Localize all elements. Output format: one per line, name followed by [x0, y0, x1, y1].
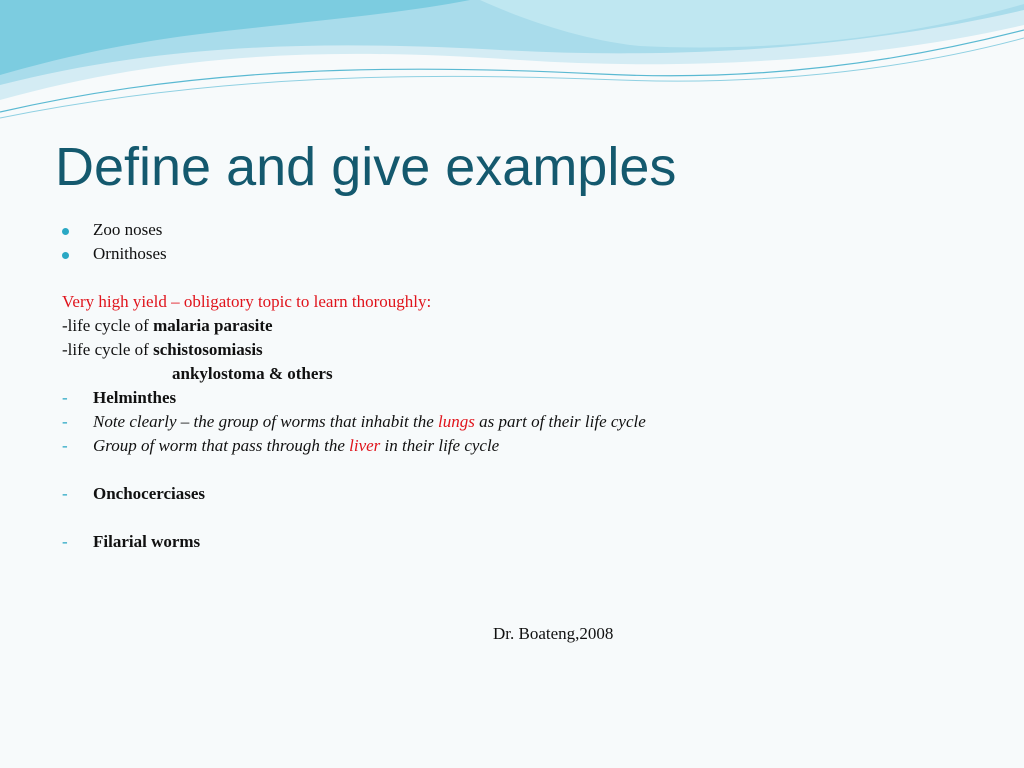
- bullet-item: [62, 242, 962, 266]
- dash-item: [62, 410, 962, 434]
- dash-bullet: -: [62, 412, 68, 431]
- onchocerciases-text: Onchocerciases: [93, 484, 206, 503]
- dash-item: [62, 482, 962, 506]
- bullet-item: [62, 218, 962, 242]
- note-lungs: Note clearly – the group of worms that inhabit the lungs as part of their life cycle: [93, 412, 646, 431]
- slide-title: Define and give examples: [55, 137, 677, 197]
- life-cycle-topic: ankylostoma & others: [172, 364, 333, 383]
- life-cycle-prefix: -life cycle of: [62, 340, 154, 359]
- liver-highlight: liver: [349, 436, 381, 455]
- slide-footer: Dr. Boateng,2008: [493, 624, 614, 643]
- life-cycle-prefix: -life cycle of: [62, 316, 154, 335]
- bullet-dot-icon: [62, 228, 69, 235]
- dash-item: [62, 530, 962, 554]
- life-cycle-topic: schistosomiasis: [153, 340, 263, 359]
- dash-item: [62, 434, 962, 458]
- life-cycle-line: [62, 338, 962, 362]
- slide-body: [62, 218, 962, 554]
- bullet-text: Zoo noses: [93, 220, 163, 239]
- dash-bullet: -: [62, 436, 68, 455]
- life-cycle-topic: malaria parasite: [153, 316, 273, 335]
- life-cycle-line: [62, 362, 962, 386]
- dash-bullet: -: [62, 532, 68, 551]
- dash-bullet: -: [62, 388, 68, 407]
- note-liver: Group of worm that pass through the liver in their life cycle: [93, 436, 500, 455]
- lungs-highlight: lungs: [438, 412, 475, 431]
- life-cycle-line: [62, 314, 962, 338]
- high-yield-text: Very high yield – obligatory topic to learn thoroughly:: [62, 292, 432, 311]
- bullet-text: Ornithoses: [93, 244, 167, 263]
- decorative-wave-header: [0, 0, 1024, 130]
- filarial-text: Filarial worms: [93, 532, 201, 551]
- bullet-dot-icon: [62, 252, 69, 259]
- dash-item: [62, 386, 962, 410]
- helminthes-text: Helminthes: [93, 388, 177, 407]
- dash-bullet: -: [62, 484, 68, 503]
- high-yield-line: [62, 290, 962, 314]
